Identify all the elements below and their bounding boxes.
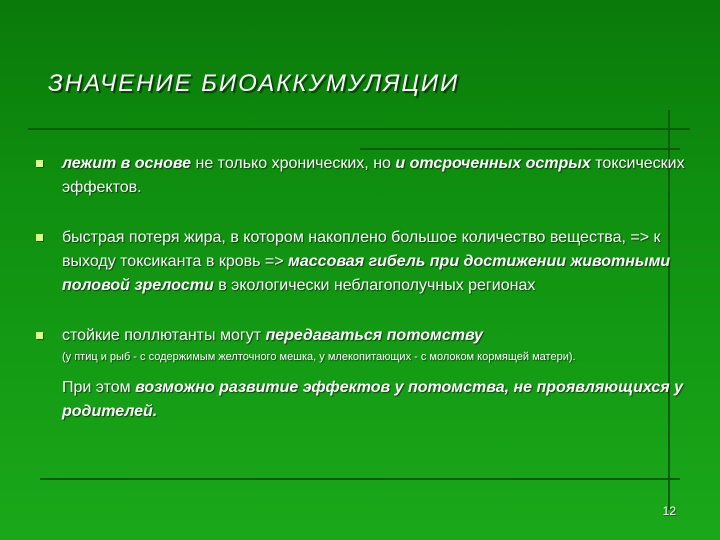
page-number: 12	[662, 504, 676, 518]
body-text: стойкие поллютанты могут	[62, 327, 266, 344]
slide-content	[36, 152, 696, 424]
emphasis-text: возможно развитие эффектов у потомства, не проявляющихся у родителей.	[62, 379, 684, 420]
emphasis-text: передаваться потомству	[265, 327, 483, 344]
decorative-line	[40, 478, 680, 480]
bullet-item	[36, 324, 696, 366]
emphasis-text: и отсроченных острых	[395, 155, 591, 172]
body-text: в экологически неблагополучных регионах	[213, 277, 536, 294]
decorative-line	[360, 148, 680, 150]
square-bullet-icon	[36, 234, 43, 241]
emphasis-text: лежит в основе	[62, 155, 192, 172]
slide-title: ЗНАЧЕНИЕ БИОАККУМУЛЯЦИИ	[48, 70, 460, 97]
bullet-item	[36, 226, 696, 298]
conclusion-paragraph	[36, 376, 696, 424]
body-text: токсических эффектов.	[62, 155, 685, 196]
square-bullet-icon	[36, 332, 43, 339]
body-text: При этом	[62, 379, 136, 396]
bullet-item	[36, 152, 696, 200]
emphasis-text: массовая гибель при достижении животными половой зрелости	[62, 253, 671, 294]
body-text: быстрая потеря жира, в котором накоплено большое количество вещества, => к выходу токсиканта в кровь =>	[62, 229, 661, 270]
body-text: не только хронических, но	[191, 155, 396, 172]
decorative-line	[28, 128, 690, 130]
square-bullet-icon	[36, 160, 43, 167]
note-text: (у птиц и рыб - с содержимым желточного мешка, у млекопитающих - с молоком кормящей матери).	[62, 351, 576, 363]
